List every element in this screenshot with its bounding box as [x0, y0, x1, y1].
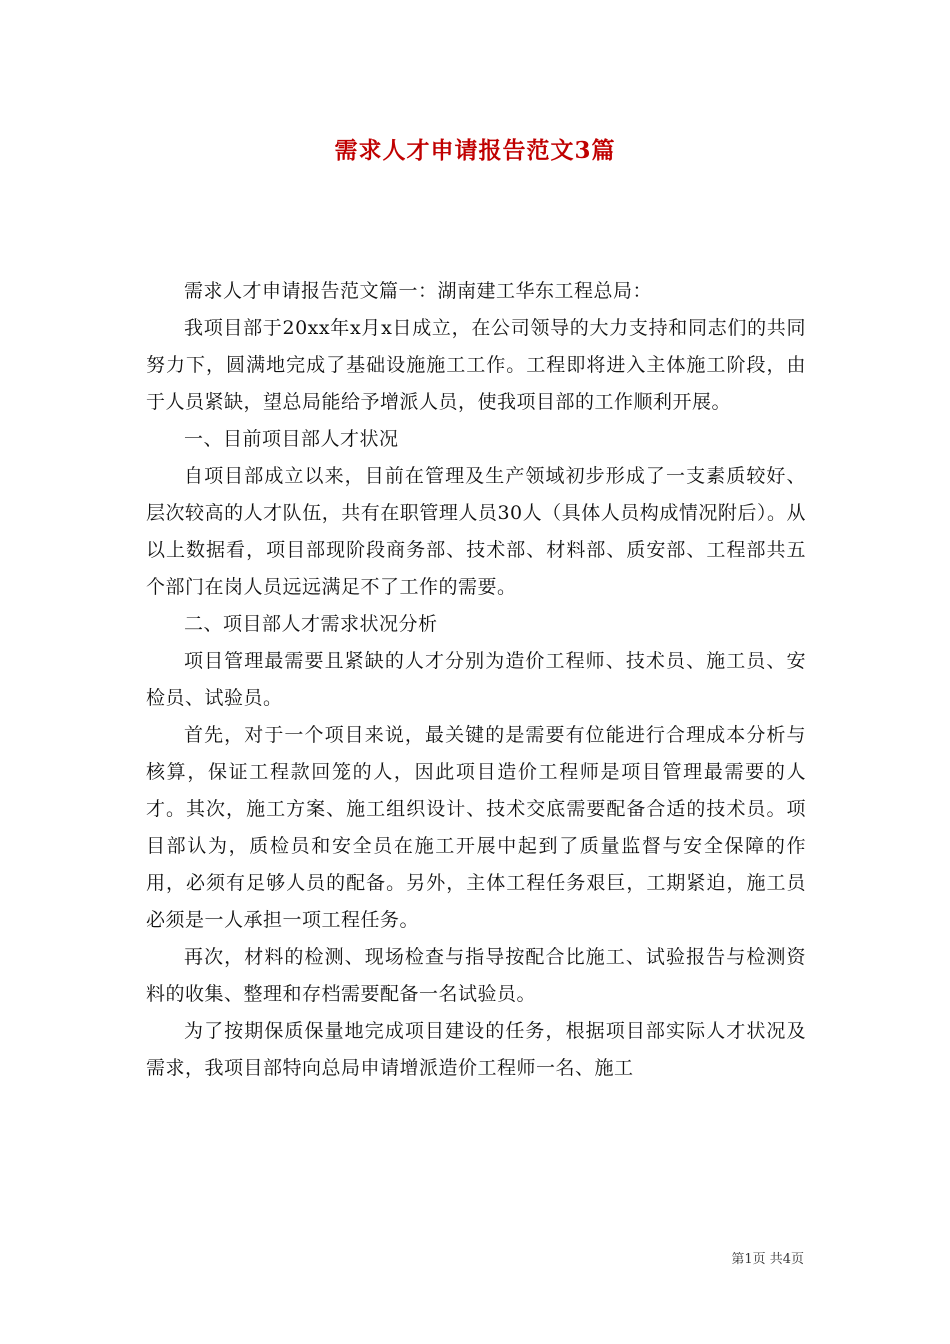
- paragraph-5: 首先，对于一个项目来说，最关键的是需要有位能进行合理成本分析与核算，保证工程款回笼的人，因此项目造价工程师是项目管理最需要的人才。其次，施工方案、施工组织设计、技术交底需要配备合适的技术员。项目部认为，质检员和安全员在施工开展中起到了质量监督与安全保障的作用，必须有足够人员的配备。另外，主体工程任务艰巨，工期紧迫，施工员必须是一人承担一项工程任务。: [146, 724, 806, 931]
- paragraph-3: 自项目部成立以来，目前在管理及生产领域初步形成了一支素质较好、层次较高的人才队伍，共有在职管理人员30人（具体人员构成情况附后）。从以上数据看，项目部现阶段商务部、技术部、材料部、质安部、工程部共五个部门在岗人员远远满足不了工作的需要。: [146, 465, 806, 598]
- section-heading-1: 一、目前项目部人才状况: [184, 428, 399, 450]
- paragraph-4: 项目管理最需要且紧缺的人才分别为造价工程师、技术员、施工员、安检员、试验员。: [146, 650, 806, 709]
- paragraph-6: 再次，材料的检测、现场检查与指导按配合比施工、试验报告与检测资料的收集、整理和存档需要配备一名试验员。: [146, 946, 806, 1005]
- document-body: [146, 273, 806, 1087]
- document-title: 需求人才申请报告范文3篇: [334, 137, 616, 164]
- paragraph-2: 我项目部于20xx年x月x日成立，在公司领导的大力支持和同志们的共同努力下，圆满地完成了基础设施施工工作。工程即将进入主体施工阶段，由于人员紧缺，望总局能给予增派人员，使我项目部的工作顺利开展。: [146, 317, 806, 413]
- paragraph-7: 为了按期保质保量地完成项目建设的任务，根据项目部实际人才状况及需求，我项目部特向总局申请增派造价工程师一名、施工: [146, 1020, 806, 1079]
- paragraph-1: 需求人才申请报告范文篇一：湖南建工华东工程总局：: [184, 280, 653, 302]
- page-number-footer: 第1页 共4页: [731, 1252, 804, 1267]
- section-heading-2: 二、项目部人才需求状况分析: [184, 613, 438, 635]
